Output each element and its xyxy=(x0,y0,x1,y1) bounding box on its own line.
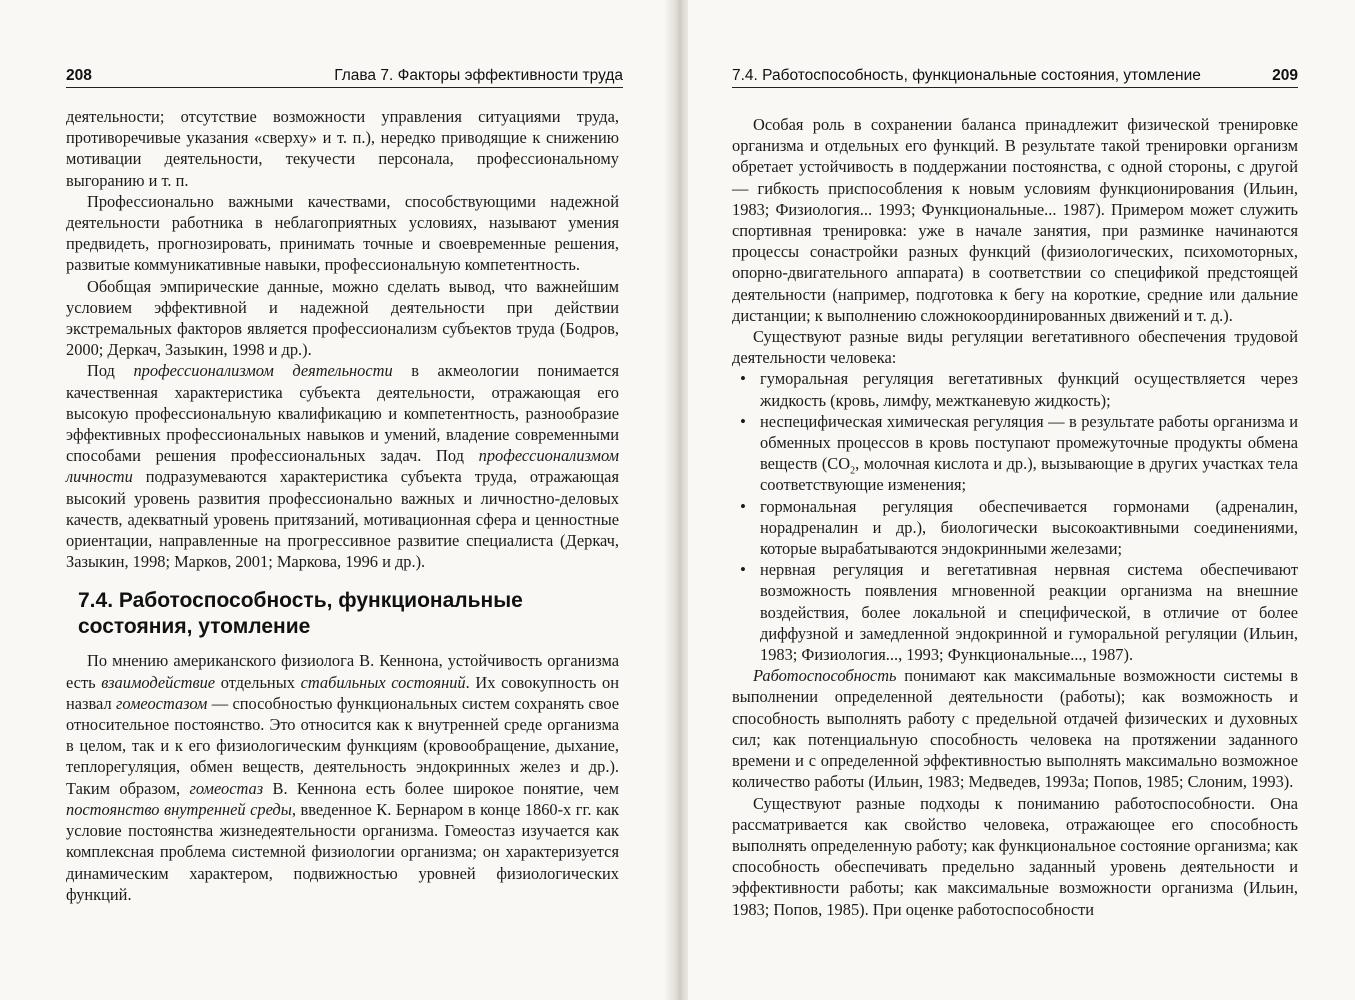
list-item xyxy=(732,411,1298,496)
text-run: неспецифическая химическая регуляция — в результате работы организма и обменных процессов в кровь поступают промежуточные продукты обмена веществ (CO xyxy=(760,411,1298,474)
list-item: • нервная регуляция и вегетативная нервная система обеспечивают возможность появления мгновенной реакции организма на внешние воздействия, более локальной и специфической, в отличие от более диффузной и замедленной эндокринной и гуморальной регуляции (Ильин, 1983; Физиология..., 1993; Функциональные..., 1987). xyxy=(732,559,1298,665)
text-run: По мнению американского физиолога В. Кеннона, устойчивость организма есть xyxy=(66,651,619,692)
bullet-list xyxy=(732,368,1298,665)
text-run: понимают как максимальные возможности системы в выполнении определенной деятельности (работы); как возможность и способность выполнять работу с предельной отдачей физических и духовных сил; как потенциальную способность человека на протяжении заданного времени и с определенной эффективностью выполнять максимально возможное количество работы (Ильин, 1983; Медведев, 1993а; Попов, 1985; Слоним, 1993). xyxy=(732,666,1298,792)
paragraph xyxy=(732,665,1298,792)
paragraph: Особая роль в сохранении баланса принадлежит физической тренировке организма и отдельных его функций. В результате такой тренировки организм обретает устойчивость в поддержании постоянства, с одной стороны, с другой — гибкость приспособления к новым условиям функционирования (Ильин, 1983; Физиология... 1993; Функциональные... 1987). Примером может служить спортивная тренировка: уже в начале занятия, при разминке начинаются процессы сонастройки разных функций (физиологических, психомоторных, опорно-двигательного аппарата) в соответствии со спецификой предстоящей деятельности (например, подготовка к бегу на короткие, средние или дальние дистанции; к выполнению сложнокоординированных движений и т. д.). xyxy=(732,115,1298,325)
text-run: подразумеваются характеристика субъекта труда, отражающая высокий уровень развития профессионально важных и личностно-деловых качеств, адекватный уровень притязаний, мотивационная сфера и ценностные ориентации, направленные на прогрессивное развитие специалиста (Деркач, Зазыкин, 1998; Марков, 2001; Маркова, 1996 и др.). xyxy=(66,467,619,572)
paragraph: Обобщая эмпирические данные, можно сделать вывод, что важнейшим условием эффективной и надежной деятельности при действии экстремальных факторов является профессионализм субъектов труда (Бодров, 2000; Деркач, Зазыкин, 1998 и др.). xyxy=(66,276,619,360)
running-section-title: 7.4. Работоспособность, функциональные состояния, утомление xyxy=(732,67,1201,84)
text-run: , введенное К. Бернаром в конце 1860-х гг. как условие постоянства жизнедеятельности организма. Гомеостаз изучается как комплексная проблема системной физиологии организма; он характеризуется динамическим характером, подвижностью уровней физиологических функций. xyxy=(66,799,619,904)
italic-term: гомеостаз xyxy=(189,778,264,798)
text-run: в акмеологии понимается качественная характеристика субъекта деятельности, отражающая его высокую профессиональную квалификацию и компетентность, разнообразие эффективных профессиональных навыков и умений, владение современными способами решения профессиональных задач. Под xyxy=(66,361,619,466)
paragraph xyxy=(66,650,619,904)
right-body-text xyxy=(732,114,1298,920)
italic-term: постоянство внутренней среды xyxy=(66,799,292,819)
page-number-208: 208 xyxy=(66,67,92,84)
paragraph xyxy=(66,360,619,572)
italic-term: взаимодействие xyxy=(101,672,216,692)
list-item: • гормональная регуляция обеспечивается гормонами (адреналин, норадреналин и др.), биологически высокоактивными соединениями, которые вырабатываются эндокринными железами; xyxy=(732,496,1298,560)
paragraph: деятельности; отсутствие возможности управления ситуациями труда, противоречивые указания «сверху» и т. п.), нередко приводящие к снижению мотивации деятельности, текучести персонала, профессиональному выгоранию и т. п. xyxy=(66,107,619,190)
paragraph: Профессионально важными качествами, способствующими надежной деятельности работника в неблагоприятных условиях, называют умения предвидеть, прогнозировать, принимать точные и своевременные решения, развитые коммуникативные навыки, профессиональную компетентность. xyxy=(66,191,619,275)
left-page xyxy=(0,0,672,1000)
subscript: 2 xyxy=(850,465,856,477)
page-number-209: 209 xyxy=(1272,67,1298,84)
text-run: В. Кеннона есть более широкое понятие, чем xyxy=(263,778,619,798)
italic-term: профессионализмом деятельности xyxy=(133,361,393,381)
text-run: отдельных xyxy=(215,672,301,692)
italic-term: стабильных состояний xyxy=(300,672,466,692)
paragraph: Существуют разные виды регуляции вегетативного обеспечения трудовой деятельности человека: xyxy=(732,327,1298,368)
italic-term: профессионализмом личности xyxy=(66,446,619,487)
section-heading: 7.4. Работоспособность, функциональные состояния, утомление xyxy=(78,589,523,639)
right-running-header xyxy=(732,62,1298,88)
list-item: • гуморальная регуляция вегетативных функций осуществляется через жидкость (кровь, лимфу, межтканевую жидкость); xyxy=(732,368,1298,410)
text-run: Под xyxy=(87,361,134,381)
italic-term: гомеостазом xyxy=(116,693,208,713)
chapter-title: Глава 7. Факторы эффективности труда xyxy=(334,67,623,84)
text-run: — способностью функциональных систем сохранять свое относительное постоянство. Это относится как к внутренней среде организма в целом, так и к его физиологическим функциям (кровообращение, дыхание, теплорегуляция, обмен веществ, деятельность эндокринных желез и др.). Таким образом, xyxy=(66,693,619,798)
text-run: . Их совокупность он назвал xyxy=(66,672,619,713)
paragraph: Существуют разные подходы к пониманию работоспособности. Она рассматривается как свойство человека, отражающее его способность выполнять определенную работу; как функциональное состояние организма; как способность обеспечивать предельно заданный уровень деятельности и эффективности работы; как максимальные возможности организма (Ильин, 1983; Попов, 1985). При оценке работоспособности xyxy=(732,793,1298,919)
right-page xyxy=(688,0,1355,1000)
italic-term: Работоспособность xyxy=(753,666,897,686)
left-running-header xyxy=(66,62,623,88)
text-run: , молочная кислота и др.), вызывающие в других участках тела соответствующие изменения; xyxy=(760,454,1298,495)
left-body-text xyxy=(66,106,619,905)
